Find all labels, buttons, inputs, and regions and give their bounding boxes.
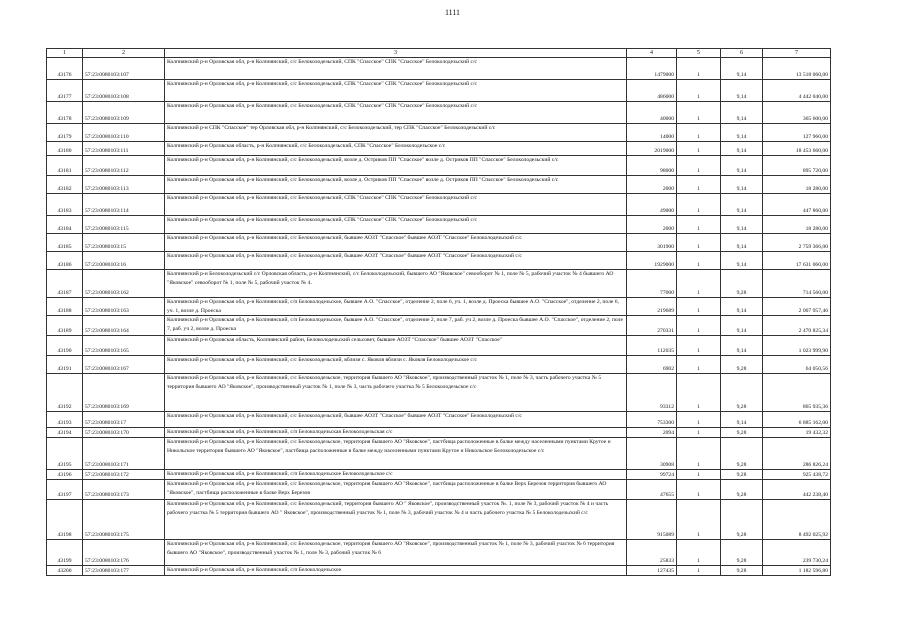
cadastral-value: 239 730,24 — [763, 540, 831, 566]
quantity: 1 — [677, 298, 721, 316]
row-number: 43184 — [47, 216, 83, 234]
plot-description: Колпнянский р-н Орловская область, Колпнянский район, Белоколодезьский сельсовет, бывшее АОЗТ "Спасское" бывшее АОЗТ "Спасское" — [165, 336, 627, 356]
rate: 9,14 — [721, 102, 763, 124]
plot-area: 219689 — [627, 298, 677, 316]
table-row — [47, 500, 831, 540]
cadastral-number: 57:23:0080103:177 — [83, 566, 165, 576]
rate: 9,14 — [721, 142, 763, 156]
plot-area: 127435 — [627, 566, 677, 576]
plot-description: Колпнянский р-н Орловская область, р-н Колпнянский, с/с Белоколодезьский, СПК "Спасское" Белоколодезьское с/с — [165, 142, 627, 156]
cadastral-value: 714 560,00 — [763, 270, 831, 298]
plot-area: 93312 — [627, 374, 677, 412]
column-header: 5 — [677, 49, 721, 58]
quantity: 1 — [677, 316, 721, 336]
rate: 9,14 — [721, 58, 763, 80]
cadastral-value: 865 935,36 — [763, 374, 831, 412]
plot-description: Колпнянский р-н Орловская обл, р-н Колпнянский, с/с Белоколодезьский, СПК "Спасское" СПК "Спасское" Белоколодезьский с/с — [165, 80, 627, 102]
plot-description: Колпнянский р-н Орловская обл, р-н Колпнянский, с/п Белоколодезьское Белоколодезьское с/с — [165, 470, 627, 480]
plot-area: 486000 — [627, 80, 677, 102]
table-body — [47, 58, 831, 576]
quantity: 1 — [677, 80, 721, 102]
plot-description: Колпнянский р-н Белоколодезьский с/с Орловская область, р-н Колпнянский, с/с Белоколодезьский, бывшего АО "Яковское" севооборот № 1, поле № 5, рабочий участок № 4 бывшего АО "Яковское" севооборот № 1, поле № 5, рабочий участок № 4. — [165, 270, 627, 298]
cadastral-number: 57:23:0080103:113 — [83, 176, 165, 194]
rate: 9,28 — [721, 438, 763, 470]
cadastral-value: 895 720,00 — [763, 156, 831, 176]
table-row — [47, 298, 831, 316]
table-row — [47, 374, 831, 412]
rate: 9,14 — [721, 80, 763, 102]
plot-description: Колпнянский р-н Орловская обл, р-н Колпнянский, с/с Белоколодезьский, СПК "Спасское" СПК "Спасское" Белоколодезьский с/с — [165, 58, 627, 80]
plot-description: Колпнянский р-н Орловская обл, р-н Колпнянский, с/с Белоколодезьское, территория бывшего АО "Яковское", производственный участок № 1, поле № 3, часть рабочего участка № 5 территория бывшего АО "Яковское", производственный участок № 1, поле № 3, часть рабочего участка № 5 Белоколодезьское с/с — [165, 374, 627, 412]
plot-area: 270331 — [627, 316, 677, 336]
cadastral-number: 57:23:0080103:176 — [83, 540, 165, 566]
cadastral-number: 57:23:0080103:17 — [83, 412, 165, 428]
cadastral-value: 18 280,00 — [763, 216, 831, 234]
rate: 9,14 — [721, 336, 763, 356]
table-row — [47, 142, 831, 156]
plot-description: Колпнянский р-н Орловская обл, р-н Колпнянский, с/с Белоколодезьский, бывшее АОЗТ "Спасское" бывшее АОЗТ "Спасское" Белоколодезьский с/с — [165, 252, 627, 270]
plot-description: Колпнянский р-н Орловская обл, р-н Колпнянский, с/с Белоколодезьское, территория бывшего АО "Яковское", производственный участок № 1, поле № 3, рабочий участок № 6 территория бывшего АО "Яковское", производственный участок № 1, поле № 3, рабочий участок № 6 — [165, 540, 627, 566]
row-number: 43197 — [47, 480, 83, 500]
plot-description: Колпнянский р-н Орловская обл, р-н Колпнянский, с/с Белоколодезьский, вблизи с. Яковля вблизи с. Яковля Белоколодезьское с/с — [165, 356, 627, 374]
rate: 9,14 — [721, 176, 763, 194]
cadastral-number: 57:23:0080103:167 — [83, 356, 165, 374]
plot-area: 25833 — [627, 540, 677, 566]
cadastral-value: 447 860,00 — [763, 194, 831, 216]
row-number: 43179 — [47, 124, 83, 142]
plot-area: 753300 — [627, 412, 677, 428]
table-header-row — [47, 49, 831, 58]
cadastral-value: 2 470 825,34 — [763, 316, 831, 336]
rate: 9,14 — [721, 124, 763, 142]
cadastral-value: 1 182 596,80 — [763, 566, 831, 576]
plot-description: Колпнянский р-н Орловская обл, р-н Колпнянский, с/с Белоколодезьское, территория бывшего АО "Яковское", пастбища расположенные в балке между населенными пунктами Крутое и Никольское территория бывшего АО "Яковское", пастбища расположенные в балке между населенными пунктами Крутое и Никольское Белоколодезьское с/с — [165, 438, 627, 470]
rate: 9,28 — [721, 470, 763, 480]
quantity: 1 — [677, 58, 721, 80]
row-number: 43177 — [47, 80, 83, 102]
plot-area: 6902 — [627, 356, 677, 374]
table-row — [47, 176, 831, 194]
table-row — [47, 252, 831, 270]
quantity: 1 — [677, 412, 721, 428]
plot-description: Колпнянский р-н Орловская обл, р-н Колпнянский, с/с Белоколодезьский, бывшее АОЗТ "Спасское" бывшее АОЗТ "Спасское" Белоколодезьский с/с — [165, 234, 627, 252]
plot-area: 915089 — [627, 500, 677, 540]
table-row — [47, 540, 831, 566]
table-row — [47, 438, 831, 470]
cadastral-value: 18 453 660,00 — [763, 142, 831, 156]
plot-area: 99724 — [627, 470, 677, 480]
rate: 9,14 — [721, 412, 763, 428]
plot-description: Колпнянский р-н Орловская обл, р-н Колпнянский, с/п Белоколодезьская Белоколодезьская с/с — [165, 428, 627, 438]
quantity: 1 — [677, 270, 721, 298]
table-row — [47, 194, 831, 216]
plot-area: 112035 — [627, 336, 677, 356]
plot-description: Колпнянский р-н Орловская обл, р-н Колпнянский, с/с Белоколодезьский, возле д. Остриков ПП "Спасское" возле д. Остриков ПП "Спасское" Белоколодезьский с/с — [165, 156, 627, 176]
quantity: 1 — [677, 142, 721, 156]
column-header: 3 — [165, 49, 627, 58]
cadastral-number: 57:23:0080103:162 — [83, 270, 165, 298]
cadastral-number: 57:23:0080103:170 — [83, 428, 165, 438]
row-number: 43183 — [47, 194, 83, 216]
row-number: 43187 — [47, 270, 83, 298]
plot-description: Колпнянский р-н Орловская обл, р-н Колпнянский, с/п Белоколодезьское, бывшее А.О. "Спасское", отделение 2, поле 7, раб. уч 2, возле д. Проеска бывшее А.О. "Спасское", отделение 2, поле 7, раб. уч 2, возле д. Проеска — [165, 316, 627, 336]
cadastral-value: 2 759 366,00 — [763, 234, 831, 252]
row-number: 43178 — [47, 102, 83, 124]
rate: 9,14 — [721, 234, 763, 252]
table-row — [47, 316, 831, 336]
table-row — [47, 412, 831, 428]
cadastral-number: 57:23:0080103:175 — [83, 500, 165, 540]
plot-area: 14000 — [627, 124, 677, 142]
plot-description: Колпнянский р-н Орловская обл, р-н Колпнянский, с/с Белоколодезьский, возле д. Остриков ПП "Спасское" возле д. Остриков ПП "Спасское" Белоколодезьский с/с — [165, 176, 627, 194]
plot-area: 1479000 — [627, 58, 677, 80]
rate: 9,14 — [721, 156, 763, 176]
table-row — [47, 58, 831, 80]
cadastral-number: 57:23:0080103:173 — [83, 480, 165, 500]
quantity: 1 — [677, 252, 721, 270]
table-row — [47, 428, 831, 438]
rate: 9,28 — [721, 428, 763, 438]
cadastral-number: 57:23:0080103:16 — [83, 252, 165, 270]
cadastral-number: 57:23:0080103:114 — [83, 194, 165, 216]
row-number: 43186 — [47, 252, 83, 270]
row-number: 43188 — [47, 298, 83, 316]
row-number: 43185 — [47, 234, 83, 252]
cadastral-number: 57:23:0080103:172 — [83, 470, 165, 480]
cadastral-number: 57:23:0080103:171 — [83, 438, 165, 470]
quantity: 1 — [677, 102, 721, 124]
plot-description: Колпнянский р-н Орловская обл, р-н Колпнянский, с/с Белоколодезьский, СПК "Спасское" СПК "Спасское" Белоколодезьский с/с — [165, 102, 627, 124]
quantity: 1 — [677, 428, 721, 438]
rate: 9,28 — [721, 566, 763, 576]
cadastral-value: 925 438,72 — [763, 470, 831, 480]
rate: 9,28 — [721, 540, 763, 566]
table-row — [47, 480, 831, 500]
plot-area: 2019000 — [627, 142, 677, 156]
plot-area: 30908 — [627, 438, 677, 470]
plot-description: Колпнянский р-н Орловская обл, р-н Колпнянский, с/с Белоколодезьский, СПК "Спасское" СПК "Спасское" Белоколодезьский с/с — [165, 194, 627, 216]
cadastral-value: 365 600,00 — [763, 102, 831, 124]
plot-area: 47655 — [627, 480, 677, 500]
quantity: 1 — [677, 216, 721, 234]
plot-area: 2000 — [627, 216, 677, 234]
row-number: 43200 — [47, 566, 83, 576]
cadastral-value: 1 023 999,90 — [763, 336, 831, 356]
row-number: 43193 — [47, 412, 83, 428]
cadastral-value: 127 960,00 — [763, 124, 831, 142]
land-plots-table — [46, 48, 831, 576]
row-number: 43194 — [47, 428, 83, 438]
table-row — [47, 336, 831, 356]
cadastral-number: 57:23:0080103:109 — [83, 102, 165, 124]
row-number: 43182 — [47, 176, 83, 194]
cadastral-number: 57:23:0080103:15 — [83, 234, 165, 252]
column-header: 7 — [763, 49, 831, 58]
rate: 9,28 — [721, 270, 763, 298]
plot-description: Колпнянский р-н Орловская обл, р-н Колпнянский, с/с Белоколодезьский, территория бывшего АО " Яковское", производственный участок №. 1, поле № 3, рабочий участок № 4 и часть рабочего участка № 5 территория бывшего АО " Яковское", производственный участок № 1, поле № 3, рабочий участок № 4 и часть рабочего участка № 5 Белоколодезьский с/с — [165, 500, 627, 540]
table-row — [47, 566, 831, 576]
row-number: 43195 — [47, 438, 83, 470]
plot-description: Колпнянский р-н Орловская обл, р-н Колпнянский, с/п Белоколодезьское, бывшее А.О. "Спасское", отделение 2, поле 6, уч. 1, возле д. Проеска бывшее А.О. "Спасское", отделение 2, поле 6, уч. 1, возле д. Проеска — [165, 298, 627, 316]
quantity: 1 — [677, 470, 721, 480]
row-number: 43191 — [47, 356, 83, 374]
row-number: 43196 — [47, 470, 83, 480]
table-row — [47, 80, 831, 102]
cadastral-number: 57:23:0080103:112 — [83, 156, 165, 176]
rate: 9,14 — [721, 252, 763, 270]
table-row — [47, 216, 831, 234]
table-row — [47, 124, 831, 142]
plot-description: Колпнянский р-н СПК "Спасское" тер Орловская обл, р-н Колпнянский, с/с Белоколодезьский, тер СПК "Спасское" Белоколодезьский с/с — [165, 124, 627, 142]
row-number: 43176 — [47, 58, 83, 80]
quantity: 1 — [677, 124, 721, 142]
cadastral-value: 8 492 025,92 — [763, 500, 831, 540]
plot-description: Колпнянский р-н Орловская обл, р-н Колпнянский, с/с Белоколодезьский, бывшее АОЗТ "Спасское" бывшее АОЗТ "Спасское" Белоколодезьский с/с — [165, 412, 627, 428]
quantity: 1 — [677, 176, 721, 194]
plot-description: Колпнянский р-н Орловская обл, р-н Колпнянский, с/с Белоколодезьское, территория бывшего АО "Яковское", пастбища расположенные в балке Верх Березов территория бывшего АО "Яковское", пастбища расположенные в балке Верх Березов — [165, 480, 627, 500]
cadastral-value: 2 007 957,46 — [763, 298, 831, 316]
cadastral-number: 57:23:0080103:163 — [83, 298, 165, 316]
quantity: 1 — [677, 500, 721, 540]
cadastral-value: 4 442 040,00 — [763, 80, 831, 102]
plot-area: 98000 — [627, 156, 677, 176]
row-number: 43192 — [47, 374, 83, 412]
cadastral-value: 64 050,56 — [763, 356, 831, 374]
rate: 9,28 — [721, 356, 763, 374]
cadastral-value: 13 518 060,00 — [763, 58, 831, 80]
plot-area: 2094 — [627, 428, 677, 438]
cadastral-value: 286 826,24 — [763, 438, 831, 470]
plot-area: 301900 — [627, 234, 677, 252]
table-row — [47, 102, 831, 124]
column-header: 2 — [83, 49, 165, 58]
row-number: 43199 — [47, 540, 83, 566]
quantity: 1 — [677, 156, 721, 176]
table-row — [47, 356, 831, 374]
row-number: 43190 — [47, 336, 83, 356]
table-row — [47, 470, 831, 480]
cadastral-value: 19 432,32 — [763, 428, 831, 438]
cadastral-number: 57:23:0080103:164 — [83, 316, 165, 336]
cadastral-number: 57:23:0080103:111 — [83, 142, 165, 156]
row-number: 43181 — [47, 156, 83, 176]
rate: 9,28 — [721, 374, 763, 412]
column-header: 4 — [627, 49, 677, 58]
quantity: 1 — [677, 480, 721, 500]
row-number: 43198 — [47, 500, 83, 540]
quantity: 1 — [677, 540, 721, 566]
cadastral-number: 57:23:0080103:169 — [83, 374, 165, 412]
rate: 9,14 — [721, 194, 763, 216]
cadastral-number: 57:23:0080103:115 — [83, 216, 165, 234]
page-number: 1111 — [444, 8, 461, 17]
cadastral-value: 17 631 060,00 — [763, 252, 831, 270]
plot-area: 40000 — [627, 102, 677, 124]
quantity: 1 — [677, 194, 721, 216]
column-header: 1 — [47, 49, 83, 58]
quantity: 1 — [677, 374, 721, 412]
rate: 9,14 — [721, 216, 763, 234]
row-number: 43180 — [47, 142, 83, 156]
rate: 9,28 — [721, 500, 763, 540]
rate: 9,28 — [721, 480, 763, 500]
column-header: 6 — [721, 49, 763, 58]
rate: 9,14 — [721, 316, 763, 336]
quantity: 1 — [677, 356, 721, 374]
plot-area: 1929000 — [627, 252, 677, 270]
rate: 9,14 — [721, 298, 763, 316]
cadastral-value: 442 238,40 — [763, 480, 831, 500]
cadastral-value: 18 280,00 — [763, 176, 831, 194]
quantity: 1 — [677, 234, 721, 252]
cadastral-number: 57:23:0080103:107 — [83, 58, 165, 80]
cadastral-number: 57:23:0080103:108 — [83, 80, 165, 102]
plot-description: Колпнянский р-н Орловская обл, р-н Колпнянский, с/с Белоколодезьский, СПК "Спасское" СПК "Спасское" Белоколодезьский с/с — [165, 216, 627, 234]
table-row — [47, 270, 831, 298]
plot-area: 77000 — [627, 270, 677, 298]
quantity: 1 — [677, 438, 721, 470]
plot-area: 2000 — [627, 176, 677, 194]
plot-area: 49000 — [627, 194, 677, 216]
quantity: 1 — [677, 566, 721, 576]
row-number: 43189 — [47, 316, 83, 336]
table-row — [47, 234, 831, 252]
cadastral-number: 57:23:0080103:165 — [83, 336, 165, 356]
quantity: 1 — [677, 336, 721, 356]
cadastral-value: 6 885 162,00 — [763, 412, 831, 428]
plot-description: Колпнянский р-н Орловская обл, р-н Колпнянский, с/п Белоколодезьское — [165, 566, 627, 576]
table-row — [47, 156, 831, 176]
cadastral-number: 57:23:0080103:110 — [83, 124, 165, 142]
